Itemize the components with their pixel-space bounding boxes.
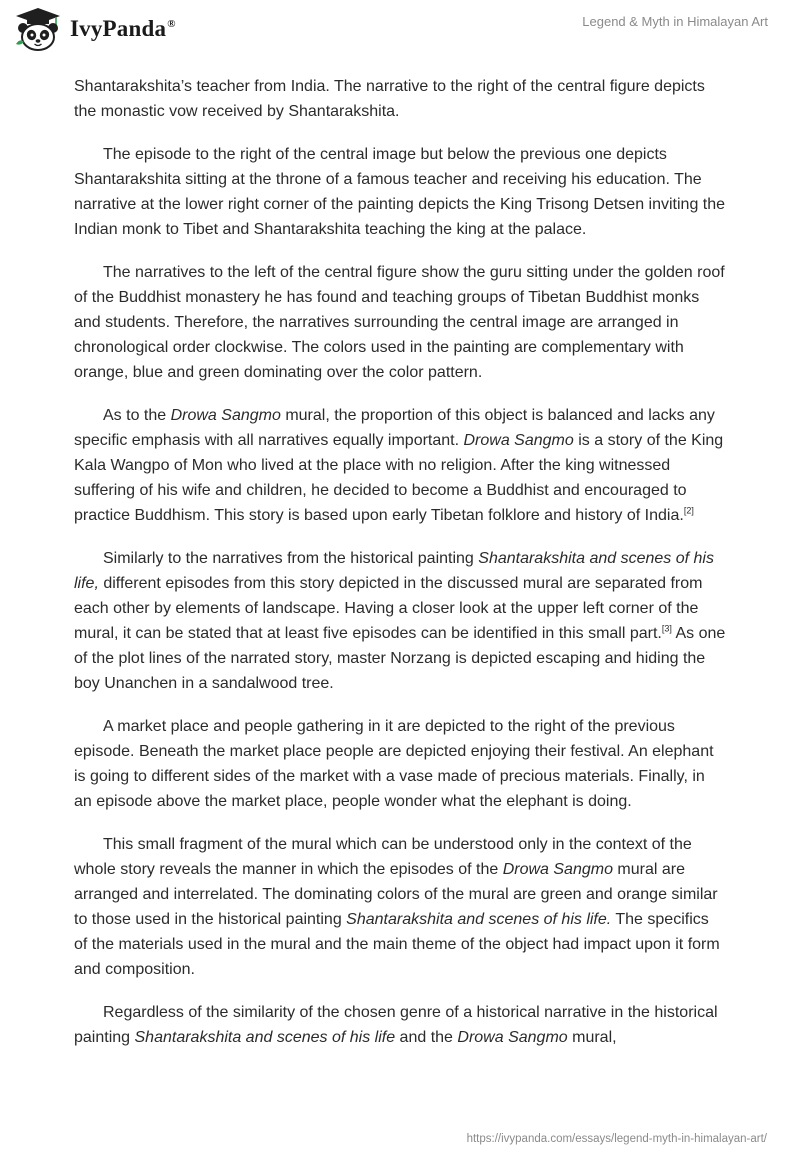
document-title: Legend & Myth in Himalayan Art	[582, 14, 768, 29]
source-url[interactable]: https://ivypanda.com/essays/legend-myth-in-himalayan-art/	[466, 1133, 767, 1145]
paragraph	[74, 74, 726, 124]
paragraph-text: and the	[395, 1029, 458, 1046]
paragraph	[74, 403, 726, 528]
paragraph	[74, 714, 726, 814]
article-body	[74, 74, 726, 1068]
panda-mascot-icon	[12, 6, 64, 52]
paragraph	[74, 1000, 726, 1050]
italic-title: Shantarakshita and scenes of his life	[134, 1029, 396, 1046]
paragraph	[74, 546, 726, 696]
paragraph-text: mural, the proportion of this object is balanced and lacks any specific emphasis with all narratives equally important.	[74, 407, 715, 449]
paragraph	[74, 260, 726, 385]
brand-name: IvyPanda®	[70, 16, 176, 41]
footnote-ref[interactable]: [3]	[661, 623, 672, 634]
italic-title: Drowa Sangmo	[457, 1029, 568, 1046]
paragraph-text: As to the	[103, 407, 171, 424]
italic-title: Shantarakshita and scenes of his life,	[74, 550, 714, 592]
paragraph-text: different episodes from this story depicted in the discussed mural are separated from each other by elements of landscape. Having a closer look at the upper left corner of the mural, it can be stated that at least five episodes can be identified in this small part.	[74, 575, 703, 642]
italic-title: Drowa Sangmo	[170, 407, 281, 424]
paragraph-text: mural are arranged and interrelated. The dominating colors of the mural are green and orange similar to those used in the historical painting	[74, 861, 718, 928]
paragraph-text: As one of the plot lines of the narrated story, master Norzang is depicted escaping and hiding the boy Unanchen in a sandalwood tree.	[74, 625, 726, 692]
footnote-ref[interactable]: [2]	[683, 505, 694, 516]
italic-title: Drowa Sangmo	[502, 861, 613, 878]
paragraph	[74, 832, 726, 982]
paragraph-text: The episode to the right of the central image but below the previous one depicts Shantarakshita sitting at the throne of a famous teacher and receiving his education. The narrative at the lower right corner of the painting depicts the King Trisong Detsen inviting the Indian monk to Tibet and Shantarakshita teaching the king at the palace.	[74, 146, 726, 238]
paragraph-text: The specifics of the materials used in the mural and the main theme of the object had impact upon it form and composition.	[74, 911, 720, 978]
ivypanda-logo[interactable]	[12, 6, 176, 52]
paragraph-text: mural,	[567, 1029, 617, 1046]
italic-title: Drowa Sangmo	[463, 432, 574, 449]
paragraph-text: This small fragment of the mural which can be understood only in the context of the whole story reveals the manner in which the episodes of the	[74, 836, 692, 878]
paragraph-text: Regardless of the similarity of the chosen genre of a historical narrative in the historical painting	[74, 1004, 718, 1046]
paragraph-text: A market place and people gathering in it are depicted to the right of the previous episode. Beneath the market place people are depicted enjoying their festival. An elephant is going to different sides of the market with a vase made of precious materials. Finally, in an episode above the market place, people wonder what the elephant is doing.	[74, 718, 714, 810]
italic-title: Shantarakshita and scenes of his life.	[346, 911, 612, 928]
paragraph-text: Similarly to the narratives from the historical painting	[103, 550, 479, 567]
paragraph-text: Shantarakshita’s teacher from India. The narrative to the right of the central figure depicts the monastic vow received by Shantarakshita.	[74, 78, 705, 120]
paragraph-text: The narratives to the left of the central figure show the guru sitting under the golden roof of the Buddhist monastery he has found and teaching groups of Tibetan Buddhist monks and students. Therefore, the narratives surrounding the central image are arranged in chronological order clockwise. The colors used in the painting are complementary with orange, blue and green dominating over the color pattern.	[74, 264, 725, 381]
paragraph	[74, 142, 726, 242]
paragraph-text: is a story of the King Kala Wangpo of Mon who lived at the place with no religion. After the king witnessed suffering of his wife and children, he decided to become a Buddhist and encouraged to practice Buddhism. This story is based upon early Tibetan folklore and history of India.	[74, 432, 724, 524]
page-header	[0, 0, 800, 66]
